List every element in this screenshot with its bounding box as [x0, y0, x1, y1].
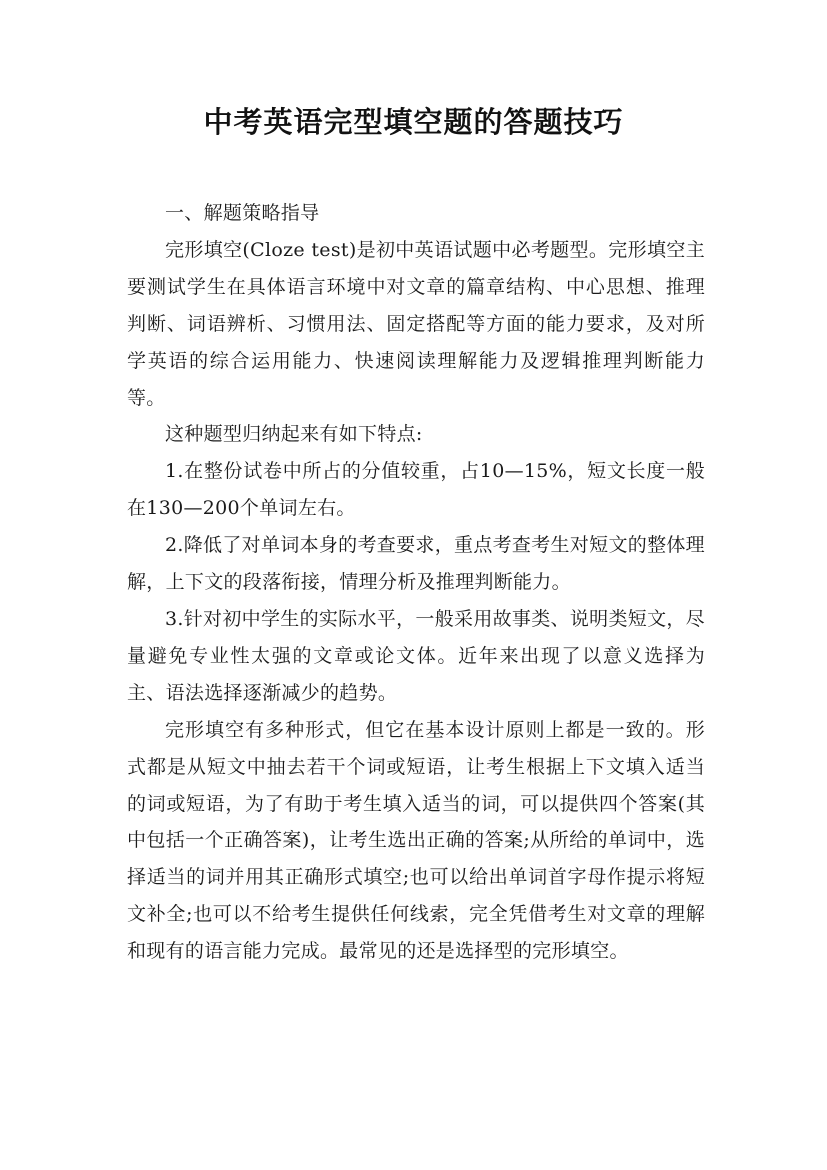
paragraph-feature-1: 1.在整份试卷中所占的分值较重，占10—15%，短文长度一般在130—200个单词左右。 [127, 460, 705, 520]
paragraph-feature-3: 3.针对初中学生的实际水平，一般采用故事类、说明类短文，尽量避免专业性太强的文章或论文体。近年来出现了以意义选择为主、语法选择逐渐减少的趋势。 [127, 607, 705, 704]
paragraph-forms: 完形填空有多种形式，但它在基本设计原则上都是一致的。形式都是从短文中抽去若干个词或短语，让考生根据上下文填入适当的词或短语，为了有助于考生填入适当的词，可以提供四个答案(其中包括一个正确答案)，让考生选出正确的答案;从所给的单词中，选择适当的词并用其正确形式填空;也可以给出单词首字母作提示将短文补全;也可以不给考生提供任何线索，完全凭借考生对文章的理解和现有的语言能力完成。最常见的还是选择型的完形填空。 [127, 718, 705, 963]
paragraph-feature-2: 2.降低了对单词本身的考查要求，重点考查考生对短文的整体理解，上下文的段落衔接，情理分析及推理判断能力。 [127, 534, 705, 594]
paragraph-features-lead: 这种题型归纳起来有如下特点: [165, 423, 423, 446]
document-title: 中考英语完型填空题的答题技巧 [203, 105, 624, 139]
paragraph-intro: 完形填空(Cloze test)是初中英语试题中必考题型。完形填空主要测试学生在具体语言环境中对文章的篇章结构、中心思想、推理判断、词语辨析、习惯用法、固定搭配等方面的能力要求，及对所学英语的综合运用能力、快速阅读理解能力及逻辑推理判断能力等。 [127, 238, 705, 409]
document-body [127, 195, 705, 970]
section-heading: 一、解题策略指导 [165, 202, 320, 224]
